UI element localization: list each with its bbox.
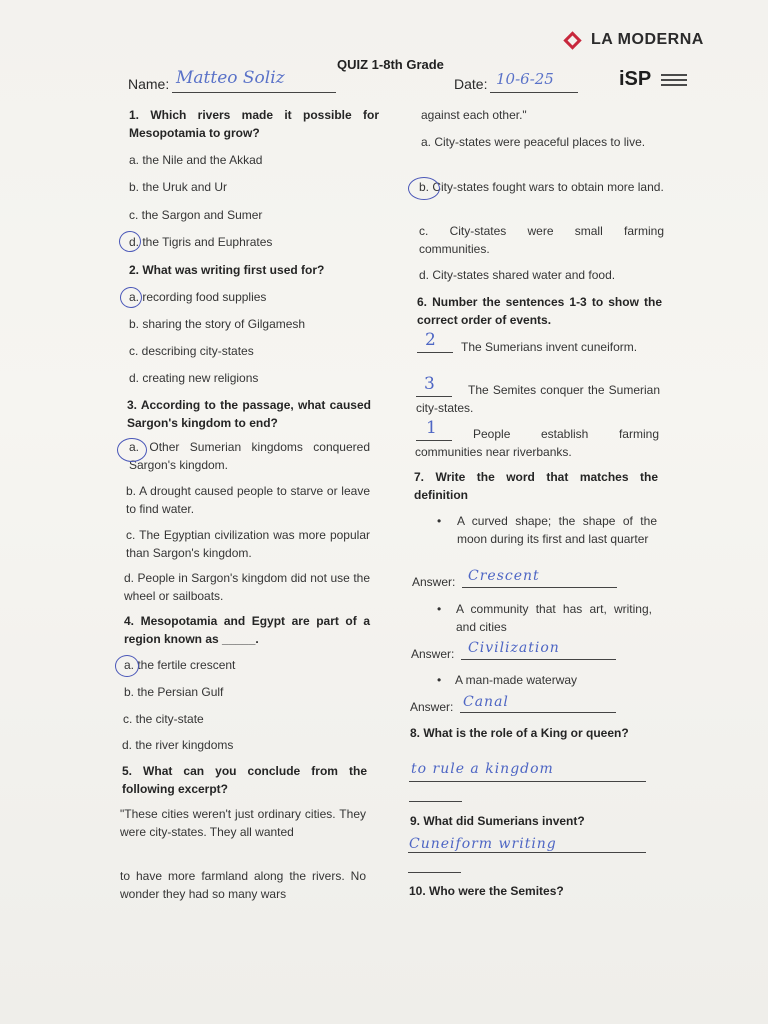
brand-name: LA MODERNA: [591, 31, 704, 48]
q7-definition-1: A curved shape; the shape of the moon during its first and last quarter: [457, 514, 657, 546]
q5-option-c: c. City-states were small farming communities.: [419, 224, 664, 256]
q5-option-b: b. City-states fought wars to obtain more land.: [419, 180, 664, 194]
q2-option-b: b. sharing the story of Gilgamesh: [129, 317, 306, 331]
q9-answer: Cuneiform writing: [409, 836, 557, 852]
q8-answer: to rule a kingdom: [411, 761, 554, 777]
question-2: 2. What was writing first used for?: [129, 263, 325, 277]
q7-answer-3: Canal: [463, 694, 509, 710]
q9-answer-line: [408, 852, 646, 853]
q2-option-d: d. creating new religions: [129, 371, 259, 385]
q4-option-c: c. the city-state: [123, 712, 204, 726]
name-handwritten: Matteo Soliz: [176, 68, 285, 88]
q1-option-a: a. the Nile and the Akkad: [129, 153, 263, 167]
q7-bullet-3: •: [437, 673, 442, 687]
q4-option-a: a. the fertile crescent: [124, 658, 236, 672]
question-7: 7. Write the word that matches the definition: [414, 470, 658, 502]
question-6: 6. Number the sentences 1-3 to show the correct order of events.: [417, 295, 662, 327]
isp-logo: iSP: [619, 68, 652, 90]
q1-option-b: b. the Uruk and Ur: [129, 180, 228, 194]
q6-sentence-1: The Sumerians invent cuneiform.: [461, 340, 638, 354]
q1-option-c: c. the Sargon and Sumer: [129, 208, 263, 222]
q3-answer-circle: [117, 438, 147, 462]
q3-option-d: d. People in Sargon's kingdom did not use the wheel or sailboats.: [124, 571, 370, 603]
q4-option-b: b. the Persian Gulf: [124, 685, 224, 699]
q7-answer-2: Civilization: [468, 640, 560, 656]
question-8: 8. What is the role of a King or queen?: [410, 726, 629, 740]
q6-number-2: 3: [424, 374, 435, 394]
q4-answer-circle: [115, 655, 139, 677]
name-line: [172, 92, 336, 93]
q3-option-b: b. A drought caused people to starve or leave to find water.: [126, 484, 370, 516]
isp-logo-lines: [661, 74, 687, 89]
q8-answer-line: [409, 781, 646, 782]
q7-bullet-2: •: [437, 602, 442, 616]
q5-answer-circle: [408, 177, 440, 200]
q5-excerpt-part-3: against each other.": [421, 108, 527, 122]
q2-option-c: c. describing city-states: [129, 344, 254, 358]
q5-excerpt-part-2: to have more farmland along the rivers. No wonder they had so many wars: [120, 869, 366, 901]
q5-excerpt-part-1: "These cities weren't just ordinary cities. They were city-states. They all wanted: [120, 807, 366, 839]
q2-answer-circle: [120, 287, 142, 308]
question-9: 9. What did Sumerians invent?: [410, 814, 585, 828]
q6-number-1: 2: [425, 330, 436, 350]
diamond-logo-icon: [563, 31, 581, 49]
q1-option-d: d. the Tigris and Euphrates: [129, 235, 273, 249]
q6-sentence-2: The Semites conquer the Sumerian city-states.: [416, 383, 660, 415]
name-label: Name:: [128, 76, 170, 92]
q5-option-d: d. City-states shared water and food.: [419, 268, 616, 282]
brand-logo: [566, 31, 704, 49]
q7-answer-label-1: Answer:: [412, 575, 456, 589]
q9-answer-line-2: [408, 872, 461, 873]
q7-bullet-1: •: [437, 514, 442, 528]
date-line: [490, 92, 578, 93]
q3-option-a: a. Other Sumerian kingdoms conquered Sargon's kingdom.: [129, 440, 370, 472]
q7-answer-label-2: Answer:: [411, 647, 455, 661]
q7-answer-line-3: [460, 712, 616, 713]
q3-option-c: c. The Egyptian civilization was more popular than Sargon's kingdom.: [126, 528, 370, 560]
question-3: 3. According to the passage, what caused Sargon's kingdom to end?: [127, 398, 371, 430]
q7-definition-2: A community that has art, writing, and cities: [456, 602, 652, 634]
quiz-title: QUIZ 1-8th Grade: [337, 57, 444, 72]
q6-number-3: 1: [426, 418, 437, 438]
q4-option-d: d. the river kingdoms: [122, 738, 234, 752]
question-5: 5. What can you conclude from the following excerpt?: [122, 764, 367, 796]
date-label: Date:: [454, 76, 488, 92]
q6-sentence-3: People establish farming communities near riverbanks.: [415, 427, 659, 459]
q2-option-a: a. recording food supplies: [129, 290, 267, 304]
q7-definition-3: A man-made waterway: [455, 673, 578, 687]
q5-option-a: a. City-states were peaceful places to live.: [421, 135, 646, 149]
q7-answer-line-1: [462, 587, 617, 588]
question-4: 4. Mesopotamia and Egypt are part of a region known as _____.: [124, 614, 370, 646]
question-1: 1. Which rivers made it possible for Mesopotamia to grow?: [129, 108, 379, 140]
question-10: 10. Who were the Semites?: [409, 884, 564, 898]
q8-answer-line-2: [409, 801, 462, 802]
q7-answer-1: Crescent: [468, 568, 540, 584]
q1-answer-circle: [119, 231, 141, 252]
q7-answer-line-2: [461, 659, 616, 660]
q7-answer-label-3: Answer:: [410, 700, 454, 714]
date-handwritten: 10-6-25: [496, 70, 554, 88]
